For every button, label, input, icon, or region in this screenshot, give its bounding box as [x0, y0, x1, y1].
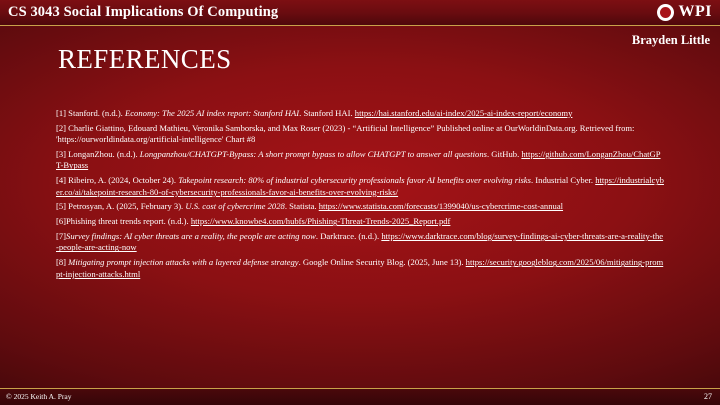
- reference-text: . Stanford HAI.: [299, 108, 355, 118]
- reference-text: [5] Petrosyan, A. (2025, February 3).: [56, 201, 186, 212]
- reference-text: . Darktrace. (n.d.).: [315, 231, 382, 242]
- copyright-text: © 2025 Keith A. Pray: [6, 392, 72, 401]
- reference-entry: [56, 201, 664, 212]
- reference-entry: [56, 149, 664, 172]
- reference-text: [2] Charlie Giattino, Edouard Mathieu, Veronika Samborska, and Max Roser (2023) - “Artificial Intelligence” Published online at OurWorldinData.org. Retrieved from: 'https://ourworldindata.org/artificial-intelligence' Chart #8: [56, 122, 635, 145]
- reference-title: Survey findings: AI cyber threats are a reality, the people are acting now: [66, 231, 316, 242]
- reference-link[interactable]: https://security.googleblog.com/2025/06/mitigating-prompt-injection-attacks.html: [56, 257, 664, 279]
- wpi-logo-text: WPI: [678, 3, 712, 20]
- reference-text: . Google Online Security Blog. (2025, June 13).: [298, 257, 466, 268]
- page-number: 27: [704, 392, 712, 401]
- wpi-seal-icon: [657, 4, 674, 21]
- reference-text: [4] Ribeiro, A. (2024, October 24).: [56, 175, 179, 186]
- reference-entry: [56, 123, 664, 146]
- reference-link[interactable]: https://www.knowbe4.com/hubfs/Phishing-Threat-Trends-2025_Report.pdf: [190, 216, 451, 227]
- reference-link[interactable]: https://www.statista.com/forecasts/1399040/us-cybercrime-cost-annual: [318, 201, 564, 212]
- reference-entry: [56, 175, 664, 198]
- reference-link[interactable]: https://www.darktrace.com/blog/survey-findings-ai-cyber-threats-are-a-reality-the-people-are-acting-now: [56, 231, 664, 253]
- reference-entry: [56, 216, 664, 227]
- reference-title: Takepoint research: 80% of industrial cybersecurity professionals favor AI benefits over evolving risks: [178, 175, 531, 186]
- course-title: CS 3043 Social Implications Of Computing: [8, 4, 279, 20]
- reference-text: . Statista.: [284, 201, 319, 212]
- reference-text: [8]: [56, 257, 69, 268]
- wpi-logo: [657, 3, 713, 21]
- reference-link[interactable]: https://github.com/LonganZhou/ChatGPT-Bypass: [56, 149, 661, 171]
- reference-text: [7]: [56, 231, 67, 242]
- reference-link[interactable]: https://hai.stanford.edu/ai-index/2025-ai-index-report/economy: [354, 108, 573, 118]
- reference-title: Economy: The 2025 AI index report: Stanford HAI: [124, 108, 300, 118]
- references-list: [56, 108, 664, 283]
- reference-text: [3] LonganZhou. (n.d.).: [56, 149, 140, 160]
- reference-entry: [56, 108, 664, 119]
- reference-text: . GitHub.: [487, 149, 522, 160]
- reference-title: U.S. cost of cybercrime 2028: [185, 201, 285, 212]
- page-title: REFERENCES: [58, 44, 232, 74]
- reference-title: Longpanzhou/CHATGPT-Bypass: A short prompt bypass to allow CHATGPT to answer all questions: [139, 149, 487, 160]
- slide-footer-bar: [0, 388, 720, 405]
- reference-entry: [56, 257, 664, 280]
- author-name: Brayden Little: [631, 33, 710, 47]
- reference-text: [6]Phishing threat trends report. (n.d.).: [56, 216, 191, 227]
- reference-link[interactable]: https://industrialcyber.co/ai/takepoint-research-80-of-cybersecurity-professionals-favor-ai-benefits-over-evolving-risks/: [56, 175, 664, 197]
- slide-header-bar: [0, 0, 720, 26]
- reference-text: [1] Stanford. (n.d.).: [56, 108, 125, 118]
- reference-entry: [56, 231, 664, 254]
- reference-title: Mitigating prompt injection attacks with a layered defense strategy: [68, 257, 299, 268]
- reference-text: . Industrial Cyber.: [530, 175, 596, 186]
